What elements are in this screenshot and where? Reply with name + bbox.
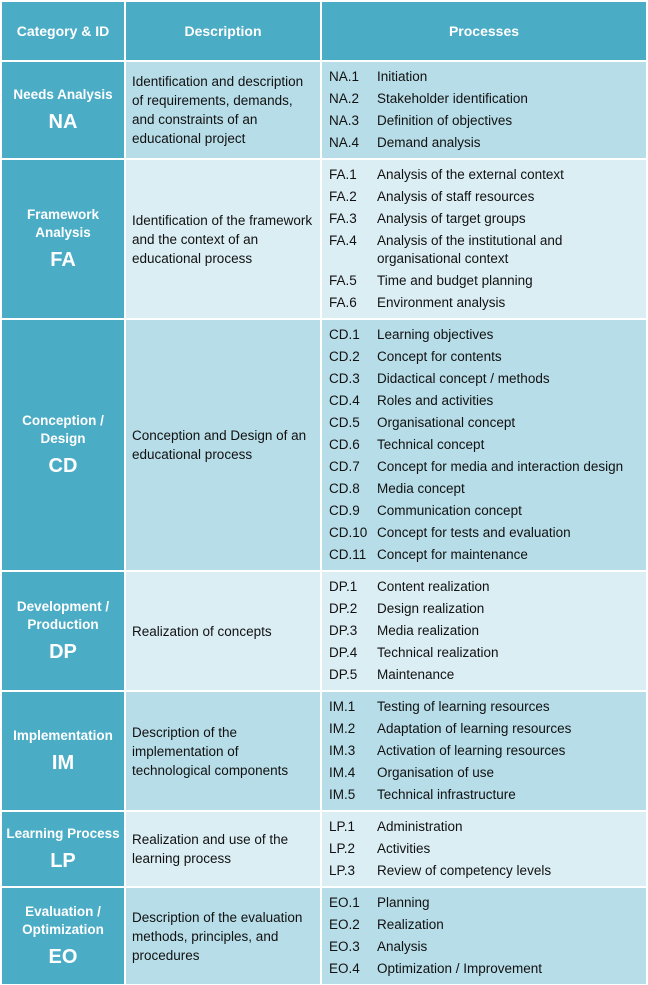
category-description: Identification of the framework and the context of an educational process — [125, 159, 321, 319]
category-description: Conception and Design of an educational process — [125, 319, 321, 571]
process-code: CD.8 — [329, 481, 360, 496]
process-item — [322, 110, 646, 132]
process-code: FA.2 — [329, 189, 357, 204]
process-item — [322, 740, 646, 762]
process-item — [322, 412, 646, 434]
process-item — [322, 718, 646, 740]
process-code: DP.1 — [329, 579, 358, 594]
category-row — [1, 691, 647, 811]
process-name: Analysis of staff resources — [377, 189, 535, 204]
process-item — [322, 186, 646, 208]
process-name: Maintenance — [377, 667, 455, 682]
process-item — [322, 164, 646, 186]
process-name: Administration — [377, 819, 463, 834]
process-name: Time and budget planning — [377, 273, 533, 288]
process-name: Environment analysis — [377, 295, 506, 310]
category-name: Development / — [16, 599, 110, 614]
process-item — [322, 368, 646, 390]
process-name: Learning objectives — [377, 327, 494, 342]
category-cell — [1, 571, 125, 691]
category-id: LP — [50, 850, 76, 872]
process-table — [1, 1, 647, 985]
process-item — [322, 664, 646, 686]
process-name: Activation of learning resources — [377, 743, 566, 758]
process-item — [322, 936, 646, 958]
process-list — [321, 159, 647, 319]
category-row — [1, 319, 647, 571]
category-name: Implementation — [13, 728, 113, 743]
process-code: DP.5 — [329, 667, 358, 682]
process-name: Organisation of use — [377, 765, 495, 780]
process-code: NA.1 — [329, 69, 360, 84]
process-item — [322, 208, 646, 230]
process-item — [322, 914, 646, 936]
process-code: CD.4 — [329, 393, 360, 408]
category-id: IM — [51, 752, 75, 774]
category-id: FA — [50, 249, 76, 271]
process-name: Concept for maintenance — [377, 547, 528, 562]
process-item — [322, 324, 646, 346]
category-cell — [1, 319, 125, 571]
process-code: NA.3 — [329, 113, 360, 128]
process-code: FA.1 — [329, 167, 357, 182]
process-list — [321, 691, 647, 811]
process-code: LP.1 — [329, 819, 356, 834]
process-name: Analysis of the institutional and organisational context — [377, 233, 563, 266]
category-cell — [1, 159, 125, 319]
header-processes: Processes — [321, 1, 647, 61]
process-item — [322, 838, 646, 860]
process-item — [322, 230, 646, 270]
process-item — [322, 576, 646, 598]
category-name: Learning Process — [6, 826, 120, 841]
process-item — [322, 478, 646, 500]
process-code: IM.3 — [329, 743, 356, 758]
process-code: NA.4 — [329, 135, 360, 150]
category-description: Identification and description of requirements, demands, and constraints of an educational project — [125, 61, 321, 159]
process-code: FA.5 — [329, 273, 357, 288]
process-code: CD.7 — [329, 459, 360, 474]
process-name: Testing of learning resources — [377, 699, 550, 714]
category-id: EO — [48, 946, 78, 968]
process-code: CD.3 — [329, 371, 360, 386]
process-item — [322, 500, 646, 522]
process-item — [322, 598, 646, 620]
process-item — [322, 784, 646, 806]
process-code: EO.2 — [329, 917, 360, 932]
process-item — [322, 292, 646, 314]
process-list — [321, 319, 647, 571]
category-row — [1, 887, 647, 985]
process-code: CD.9 — [329, 503, 360, 518]
process-list — [321, 887, 647, 985]
category-row — [1, 159, 647, 319]
process-name: Realization — [377, 917, 444, 932]
process-name: Technical concept — [377, 437, 485, 452]
process-code: CD.1 — [329, 327, 360, 342]
header-row — [1, 1, 647, 61]
process-name: Analysis of target groups — [377, 211, 526, 226]
process-code: EO.4 — [329, 961, 360, 976]
process-item — [322, 860, 646, 882]
process-item — [322, 696, 646, 718]
process-code: FA.6 — [329, 295, 357, 310]
process-name: Optimization / Improvement — [377, 961, 543, 976]
process-name: Demand analysis — [377, 135, 481, 150]
process-name: Planning — [377, 895, 430, 910]
process-code: IM.2 — [329, 721, 356, 736]
category-name: Evaluation / — [25, 904, 101, 919]
process-list — [321, 811, 647, 887]
process-item — [322, 270, 646, 292]
process-name: Activities — [377, 841, 431, 856]
process-name: Roles and activities — [377, 393, 494, 408]
process-code: DP.4 — [329, 645, 358, 660]
process-name: Analysis of the external context — [377, 167, 564, 182]
process-item — [322, 544, 646, 566]
header-description: Description — [125, 1, 321, 61]
process-code: EO.1 — [329, 895, 360, 910]
process-name: Media realization — [377, 623, 480, 638]
process-name: Concept for media and interaction design — [377, 459, 624, 474]
process-code: IM.5 — [329, 787, 356, 802]
category-cell — [1, 61, 125, 159]
process-code: CD.11 — [329, 547, 367, 562]
process-code: FA.3 — [329, 211, 357, 226]
process-code: CD.2 — [329, 349, 360, 364]
process-name: Definition of objectives — [377, 113, 513, 128]
process-name: Analysis — [377, 939, 428, 954]
process-code: DP.3 — [329, 623, 358, 638]
category-name: Conception / — [22, 413, 104, 428]
process-item — [322, 66, 646, 88]
process-name: Technical infrastructure — [377, 787, 516, 802]
process-code: CD.10 — [329, 525, 368, 540]
category-name: Design — [40, 431, 86, 446]
process-item — [322, 434, 646, 456]
process-item — [322, 762, 646, 784]
category-description: Description of the evaluation methods, principles, and procedures — [125, 887, 321, 985]
process-code: CD.6 — [329, 437, 360, 452]
process-name: Initiation — [377, 69, 428, 84]
process-name: Didactical concept / methods — [377, 371, 550, 386]
process-name: Design realization — [377, 601, 485, 616]
process-item — [322, 88, 646, 110]
process-code: IM.4 — [329, 765, 356, 780]
category-row — [1, 61, 647, 159]
category-description: Realization of concepts — [125, 571, 321, 691]
process-item — [322, 346, 646, 368]
process-code: FA.4 — [329, 233, 357, 248]
process-code: EO.3 — [329, 939, 360, 954]
process-item — [322, 456, 646, 478]
process-item — [322, 522, 646, 544]
category-name: Optimization — [22, 922, 104, 937]
process-item — [322, 816, 646, 838]
category-name: Framework — [26, 207, 100, 222]
process-name: Concept for contents — [377, 349, 502, 364]
category-description: Description of the implementation of technological components — [125, 691, 321, 811]
process-name: Stakeholder identification — [377, 91, 528, 106]
process-item — [322, 958, 646, 980]
process-code: CD.5 — [329, 415, 360, 430]
process-item — [322, 892, 646, 914]
category-name: Analysis — [35, 225, 91, 240]
process-name: Technical realization — [377, 645, 499, 660]
process-code: LP.3 — [329, 863, 356, 878]
category-id: CD — [48, 455, 78, 477]
process-item — [322, 390, 646, 412]
process-item — [322, 642, 646, 664]
category-row — [1, 811, 647, 887]
category-description: Realization and use of the learning process — [125, 811, 321, 887]
category-cell — [1, 691, 125, 811]
category-id: DP — [49, 641, 77, 663]
process-code: NA.2 — [329, 91, 360, 106]
process-name: Review of competency levels — [377, 863, 552, 878]
category-name: Production — [27, 617, 99, 632]
table-body — [1, 61, 647, 985]
header-category-id: Category & ID — [1, 1, 125, 61]
process-item — [322, 620, 646, 642]
category-row — [1, 571, 647, 691]
category-id: NA — [48, 111, 78, 133]
process-name: Adaptation of learning resources — [377, 721, 572, 736]
category-name: Needs Analysis — [13, 87, 113, 102]
process-name: Media concept — [377, 481, 465, 496]
process-code: DP.2 — [329, 601, 358, 616]
process-table-page — [1, 1, 647, 985]
process-name: Concept for tests and evaluation — [377, 525, 571, 540]
process-list — [321, 571, 647, 691]
category-cell — [1, 811, 125, 887]
process-list — [321, 61, 647, 159]
process-name: Organisational concept — [377, 415, 516, 430]
process-name: Communication concept — [377, 503, 522, 518]
process-item — [322, 132, 646, 154]
category-cell — [1, 887, 125, 985]
process-code: IM.1 — [329, 699, 356, 714]
process-code: LP.2 — [329, 841, 356, 856]
process-name: Content realization — [377, 579, 490, 594]
